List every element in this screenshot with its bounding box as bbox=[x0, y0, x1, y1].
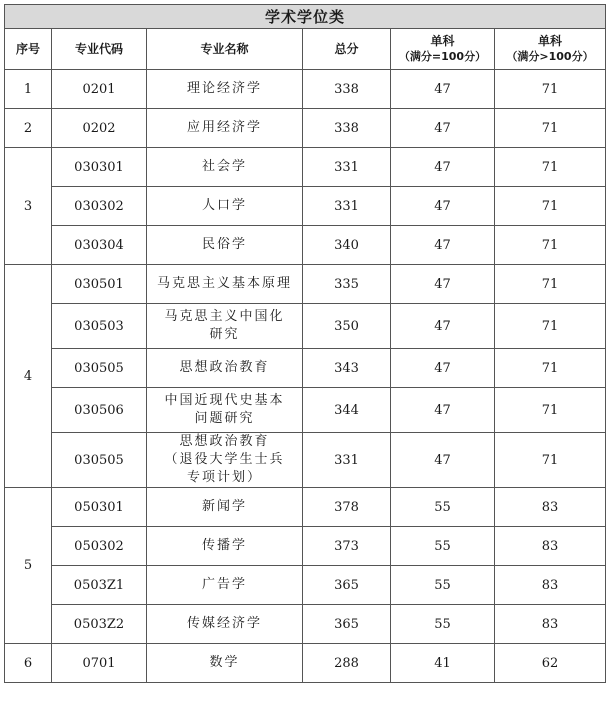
cell-single-over-100: 71 bbox=[495, 226, 606, 265]
table-row bbox=[5, 187, 606, 226]
cell-name-line: 数学 bbox=[209, 655, 240, 670]
cell-index: 5 bbox=[5, 488, 52, 644]
table-row bbox=[5, 148, 606, 187]
cell-code: 0202 bbox=[52, 109, 147, 148]
cell-name-line: 传媒经济学 bbox=[186, 616, 262, 631]
cell-name-line: （退役大学生士兵 bbox=[164, 452, 285, 467]
cell-name-line: 新闻学 bbox=[201, 499, 247, 514]
cell-name-line: 理论经济学 bbox=[186, 81, 262, 96]
cell-name-line: 马克思主义中国化 bbox=[164, 309, 285, 324]
cell-name bbox=[147, 226, 303, 265]
cell-single-100: 47 bbox=[391, 304, 495, 349]
cell-code: 030302 bbox=[52, 187, 147, 226]
table-row bbox=[5, 388, 606, 433]
cell-single-100: 47 bbox=[391, 433, 495, 488]
table-row bbox=[5, 226, 606, 265]
cell-code: 050302 bbox=[52, 527, 147, 566]
cell-name bbox=[147, 566, 303, 605]
cell-code: 030505 bbox=[52, 433, 147, 488]
cell-single-over-100: 71 bbox=[495, 187, 606, 226]
header-single-over-100-label: 单科 bbox=[538, 34, 563, 48]
cell-name bbox=[147, 265, 303, 304]
cell-name-line: 中国近现代史基本 bbox=[164, 393, 285, 408]
cell-name-line: 传播学 bbox=[201, 538, 247, 553]
cell-name bbox=[147, 70, 303, 109]
cell-name bbox=[147, 527, 303, 566]
cell-total: 288 bbox=[303, 644, 391, 683]
score-table bbox=[4, 4, 606, 683]
table-row bbox=[5, 527, 606, 566]
cell-total: 373 bbox=[303, 527, 391, 566]
cell-name bbox=[147, 388, 303, 433]
cell-single-100: 47 bbox=[391, 187, 495, 226]
cell-name bbox=[147, 644, 303, 683]
cell-name bbox=[147, 433, 303, 488]
cell-total: 338 bbox=[303, 70, 391, 109]
cell-code: 030501 bbox=[52, 265, 147, 304]
table-row bbox=[5, 70, 606, 109]
cell-name bbox=[147, 187, 303, 226]
table-row bbox=[5, 109, 606, 148]
cell-code: 030304 bbox=[52, 226, 147, 265]
cell-single-100: 47 bbox=[391, 388, 495, 433]
cell-name-line: 应用经济学 bbox=[186, 120, 262, 135]
cell-total: 365 bbox=[303, 566, 391, 605]
cell-single-over-100: 71 bbox=[495, 349, 606, 388]
header-single-100 bbox=[391, 29, 495, 70]
cell-name-line: 研究 bbox=[209, 327, 240, 342]
cell-name-line: 思想政治教育 bbox=[179, 434, 270, 449]
cell-code: 0201 bbox=[52, 70, 147, 109]
cell-single-over-100: 71 bbox=[495, 70, 606, 109]
cell-name-line: 广告学 bbox=[201, 577, 247, 592]
cell-total: 331 bbox=[303, 433, 391, 488]
cell-single-over-100: 71 bbox=[495, 148, 606, 187]
cell-single-100: 47 bbox=[391, 226, 495, 265]
table-title: 学术学位类 bbox=[5, 5, 606, 29]
table-row bbox=[5, 566, 606, 605]
cell-total: 331 bbox=[303, 187, 391, 226]
cell-code: 030301 bbox=[52, 148, 147, 187]
cell-single-over-100: 62 bbox=[495, 644, 606, 683]
cell-single-100: 55 bbox=[391, 488, 495, 527]
cell-single-over-100: 71 bbox=[495, 388, 606, 433]
cell-total: 335 bbox=[303, 265, 391, 304]
header-name: 专业名称 bbox=[147, 29, 303, 70]
cell-single-100: 55 bbox=[391, 605, 495, 644]
table-row bbox=[5, 304, 606, 349]
cell-name-line: 民俗学 bbox=[201, 237, 247, 252]
cell-total: 331 bbox=[303, 148, 391, 187]
cell-total: 344 bbox=[303, 388, 391, 433]
cell-code: 050301 bbox=[52, 488, 147, 527]
header-single-100-sub: （满分=100分） bbox=[398, 50, 487, 63]
cell-code: 030503 bbox=[52, 304, 147, 349]
cell-total: 350 bbox=[303, 304, 391, 349]
score-table-container bbox=[4, 4, 605, 683]
cell-total: 343 bbox=[303, 349, 391, 388]
table-body bbox=[5, 70, 606, 683]
cell-single-over-100: 83 bbox=[495, 566, 606, 605]
cell-single-100: 47 bbox=[391, 265, 495, 304]
cell-single-over-100: 71 bbox=[495, 265, 606, 304]
table-row bbox=[5, 433, 606, 488]
table-row bbox=[5, 644, 606, 683]
cell-single-over-100: 71 bbox=[495, 304, 606, 349]
cell-index: 2 bbox=[5, 109, 52, 148]
cell-total: 340 bbox=[303, 226, 391, 265]
cell-name-line: 专项计划） bbox=[186, 470, 262, 485]
cell-single-100: 47 bbox=[391, 70, 495, 109]
cell-code: 0701 bbox=[52, 644, 147, 683]
cell-total: 338 bbox=[303, 109, 391, 148]
cell-code: 030505 bbox=[52, 349, 147, 388]
cell-single-100: 47 bbox=[391, 148, 495, 187]
cell-code: 0503Z1 bbox=[52, 566, 147, 605]
header-total: 总分 bbox=[303, 29, 391, 70]
cell-single-100: 47 bbox=[391, 349, 495, 388]
cell-code: 030506 bbox=[52, 388, 147, 433]
cell-single-over-100: 71 bbox=[495, 109, 606, 148]
cell-name-line: 马克思主义基本原理 bbox=[156, 276, 292, 291]
cell-single-100: 47 bbox=[391, 109, 495, 148]
cell-single-over-100: 83 bbox=[495, 488, 606, 527]
cell-single-100: 55 bbox=[391, 566, 495, 605]
header-single-over-100 bbox=[495, 29, 606, 70]
table-row bbox=[5, 488, 606, 527]
cell-name-line: 人口学 bbox=[201, 198, 247, 213]
table-row bbox=[5, 349, 606, 388]
cell-name-line: 思想政治教育 bbox=[179, 360, 270, 375]
cell-single-over-100: 83 bbox=[495, 527, 606, 566]
cell-single-100: 41 bbox=[391, 644, 495, 683]
table-row bbox=[5, 265, 606, 304]
cell-index: 6 bbox=[5, 644, 52, 683]
cell-single-100: 55 bbox=[391, 527, 495, 566]
cell-name bbox=[147, 488, 303, 527]
cell-name bbox=[147, 304, 303, 349]
cell-single-over-100: 83 bbox=[495, 605, 606, 644]
cell-index: 3 bbox=[5, 148, 52, 265]
cell-name bbox=[147, 605, 303, 644]
cell-single-over-100: 71 bbox=[495, 433, 606, 488]
cell-name-line: 社会学 bbox=[201, 159, 247, 174]
header-single-100-label: 单科 bbox=[430, 34, 455, 48]
cell-name bbox=[147, 349, 303, 388]
header-index: 序号 bbox=[5, 29, 52, 70]
table-row bbox=[5, 605, 606, 644]
cell-index: 4 bbox=[5, 265, 52, 488]
cell-code: 0503Z2 bbox=[52, 605, 147, 644]
cell-total: 378 bbox=[303, 488, 391, 527]
cell-name bbox=[147, 148, 303, 187]
cell-name bbox=[147, 109, 303, 148]
cell-total: 365 bbox=[303, 605, 391, 644]
header-single-over-100-sub: （满分>100分） bbox=[506, 50, 594, 63]
header-code: 专业代码 bbox=[52, 29, 147, 70]
cell-index: 1 bbox=[5, 70, 52, 109]
cell-name-line: 问题研究 bbox=[194, 411, 255, 426]
